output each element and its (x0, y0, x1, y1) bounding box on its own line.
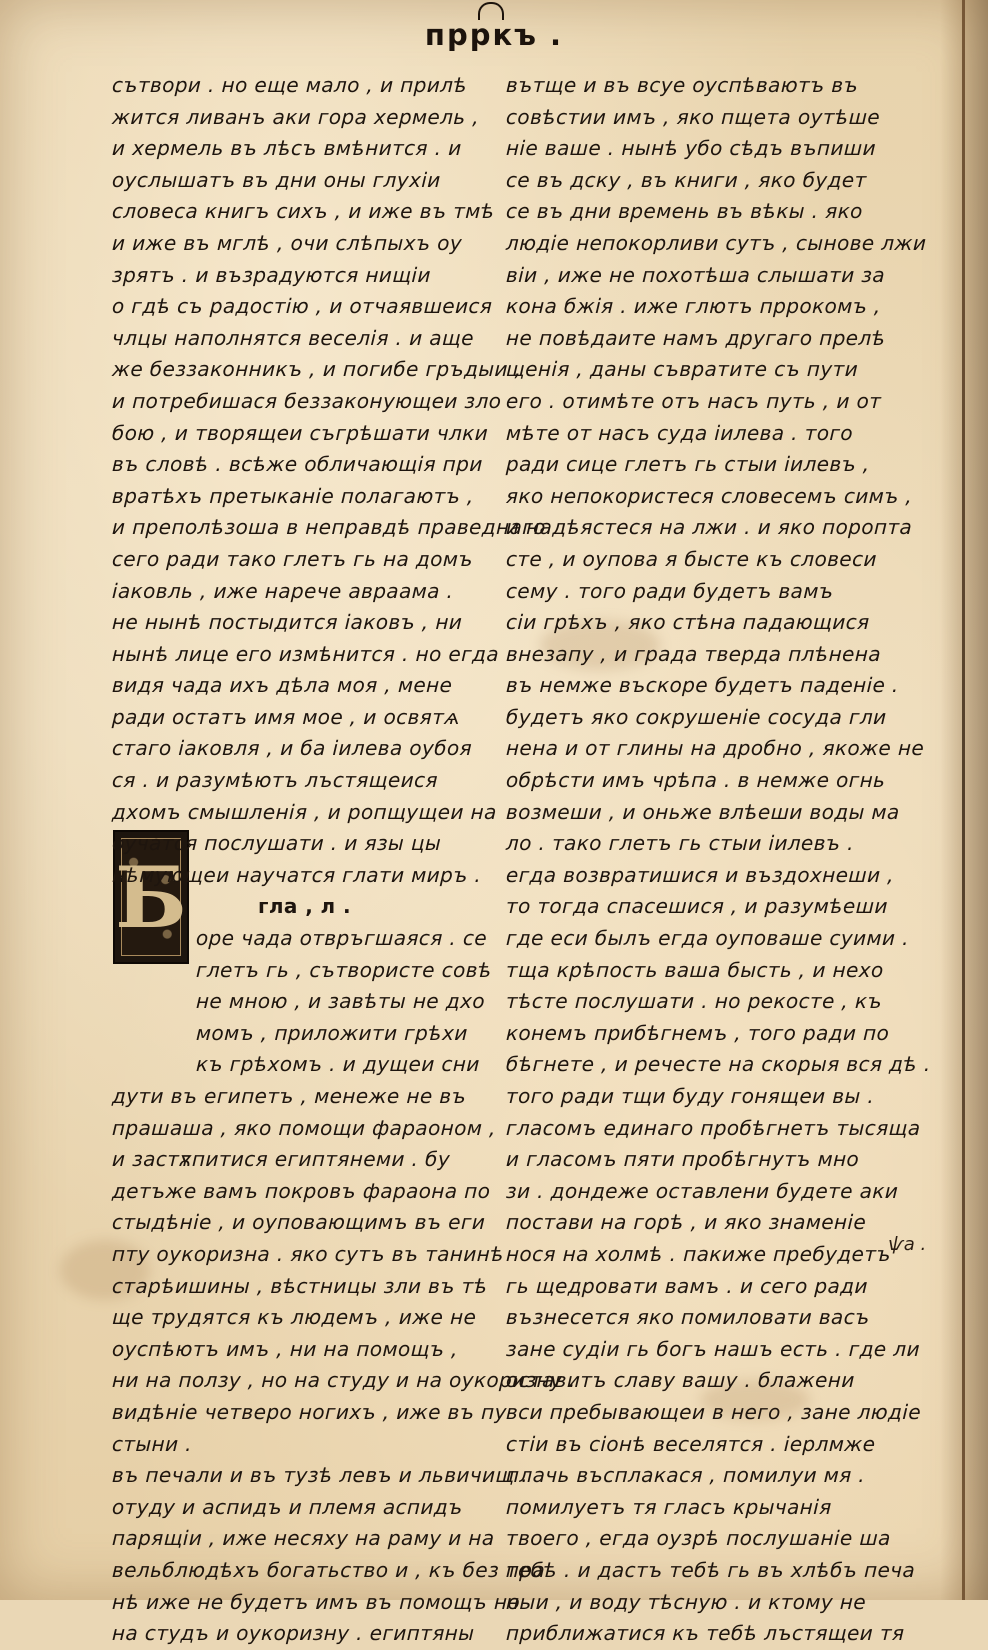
text-line: стіи въ сіонѣ веселятся . іерлмже (505, 1431, 876, 1456)
text-line: нося на холмѣ . пакиже пребудетъ (505, 1241, 892, 1266)
text-line: не повѣдаите намъ другаго прелѣ (505, 325, 886, 350)
text-line: вси пребывающеи в него , зане людіе (505, 1399, 922, 1424)
text-line: вратѣхъ претыканіе полагаютъ , (111, 483, 475, 508)
left-column-text-bottom (111, 1081, 577, 1650)
text-line: тѣсте послушати . но рекосте , къ (505, 989, 883, 1014)
text-line: же беззаконникъ , и погибе гръдыи , (111, 357, 522, 382)
binding-edge (962, 0, 965, 1600)
text-line: возмеши , и оньже влѣеши воды ма (505, 799, 901, 824)
text-line: помилуетъ тя гласъ крычанія (505, 1494, 833, 1519)
text-line: кона бжія . иже глютъ пррокомъ , (505, 294, 882, 319)
text-line: віи , иже не похотѣша слышати за (505, 262, 886, 287)
text-line: оуслышатъ въ дни оны глухіи (111, 167, 442, 192)
text-line: нѣмующеи научатся глати миръ . (111, 862, 482, 887)
page-header: прркъ . (424, 18, 564, 52)
text-line: ради остатъ имя мое , и освятѧ (111, 704, 461, 729)
text-line: приближатися къ тебѣ лъстящеи тя (505, 1621, 905, 1646)
initial-letter: Б (115, 848, 187, 947)
left-column-text-top (111, 70, 547, 891)
text-line: стыни . (111, 1431, 193, 1456)
text-line: детъже вамъ покровъ фараона по (111, 1178, 491, 1203)
text-line: оре чада отвръгшаяся . се (195, 926, 488, 951)
text-line: въ немже въскоре будетъ паденіе . (505, 673, 900, 698)
text-line: прашаша , яко помощи фараоном , (111, 1115, 497, 1140)
text-line: зрятъ . и възрадуются нищіи (111, 262, 432, 287)
text-line: жится ливанъ аки гора хермель , (111, 104, 480, 129)
text-line: ни на ползу , но на студу и на оукоризну . (111, 1368, 577, 1393)
text-line: въ печали и въ тузѣ левъ и львичищ . (111, 1463, 529, 1488)
text-line: не мною , и завѣты не дхо (195, 989, 486, 1014)
text-line: и хермель въ лѣсъ вмѣнится . и (111, 136, 463, 161)
text-line: оставитъ славу вашу . блажени (505, 1368, 856, 1393)
text-line: где еси былъ егда оуповаше суими . (505, 926, 910, 951)
text-line: дути въ египетъ , менеже не въ (111, 1084, 467, 1108)
text-line: плачь въсплакася , помилуи мя . (505, 1463, 866, 1488)
text-line: ніе ваше . нынѣ убо сѣдъ въпиши (505, 136, 877, 161)
text-line: тща крѣпость ваша бысть , и нехо (505, 957, 885, 982)
text-line: дхомъ смышленія , и ропщущеи на (111, 799, 498, 824)
text-line: твоего , егда оузрѣ послушаніе ша (505, 1526, 892, 1551)
text-line: совѣстии имъ , яко пщета оутѣше (505, 104, 881, 129)
text-line: вътще и въ всуе оуспѣваютъ въ (505, 73, 859, 97)
text-line: и преполѣзоша в неправдѣ праведнаго (111, 515, 547, 540)
text-line: то тогда спасешися , и разумѣеши (505, 894, 889, 919)
text-line: и гласомъ пяти пробѣгнутъ мно (505, 1147, 860, 1172)
text-line: видѣніе четверо ногихъ , иже въ пу (111, 1399, 508, 1424)
text-line: обрѣсти имъ чрѣпа . в немже огнь (505, 768, 886, 793)
text-line: сіи грѣхъ , яко стѣна падающися (505, 610, 871, 635)
text-line: нѣ иже не будетъ имъ въ помощъ но (111, 1589, 521, 1614)
text-line: бѣгнете , и речесте на скорыя вся дѣ . (505, 1052, 932, 1077)
text-line: ло . тако глетъ гь стыи іилевъ . (505, 831, 855, 856)
text-line: бою , и творящеи съгрѣшати члки (111, 420, 489, 445)
text-line: постави на горѣ , и яко знаменіе (505, 1210, 867, 1235)
text-line: се въ дску , въ книги , яко будет (505, 167, 868, 192)
text-line: людіе непокорливи сутъ , сынове лжи (505, 230, 927, 255)
text-line: стаго іаковля , и ба іилева оубоя (111, 736, 473, 761)
text-line: нена и от глины на дробно , якоже не (505, 736, 925, 761)
text-line: о гдѣ съ радостію , и отчаявшеися (111, 294, 493, 319)
chapter-heading: гла , л . (258, 894, 351, 919)
left-column-text-initial (112, 923, 497, 1081)
text-line: къ грѣхомъ . и дущеи сни (195, 1052, 481, 1077)
text-line: и застѫпитися египтянеми . бу (111, 1147, 451, 1172)
text-line: его . отимѣте отъ насъ путь , и от (505, 388, 882, 413)
text-line: сего ради тако глетъ гь на домъ (111, 546, 474, 571)
margin-note: ѱа . (888, 1234, 927, 1255)
text-line: конемъ прибѣгнемъ , того ради по (505, 1020, 890, 1045)
text-line: оучатся послушати . и язы цы (111, 831, 442, 856)
text-line: парящіи , иже несяху на раму и на (111, 1526, 495, 1551)
text-line: словеса книгъ сихъ , и иже въ тмѣ (111, 199, 496, 224)
text-line: зи . дондеже оставлени будете аки (505, 1178, 899, 1203)
text-line: въ словѣ . всѣже обличающія при (111, 452, 484, 477)
text-line: не нынѣ постыдится іаковъ , ни (111, 610, 463, 635)
text-line: възнесется яко помиловати васъ (505, 1305, 871, 1330)
text-line: видя чада ихъ дѣла моя , мене (111, 673, 453, 698)
text-line: вельблюдѣхъ богатьство и , къ без пра (111, 1557, 546, 1582)
text-line: члцы наполнятся веселія . и аще (111, 325, 475, 350)
text-line: и иже въ мглѣ , очи слѣпыхъ оу (111, 230, 463, 255)
text-line: мѣте от насъ суда іилева . того (505, 420, 854, 445)
text-line: нынѣ лице его измѣнится . но егда (111, 641, 500, 666)
text-line: и надѣястеся на лжи . и яко поропта (505, 515, 913, 540)
text-line: се въ дни времень въ вѣкы . яко (505, 199, 864, 224)
text-line: зане судіи гь богъ нашъ есть . где ли (505, 1336, 921, 1361)
text-line: оуспѣютъ имъ , ни на помощъ , (111, 1336, 459, 1361)
text-line: на студъ и оукоризну . египтяны (111, 1621, 475, 1646)
text-line: отуду и аспидъ и племя аспидъ (111, 1494, 464, 1519)
text-line: того ради тщи буду гонящеи вы . (505, 1084, 875, 1108)
text-line: ще трудятся къ людемъ , иже не (111, 1305, 477, 1330)
text-line: будетъ яко сокрушеніе сосуда гли (505, 704, 887, 729)
text-line: егда возвратишися и въздохнеши , (505, 862, 895, 887)
text-line: сътвори . но еще мало , и прилѣ (111, 73, 468, 97)
text-line: стыдѣніе , и оуповающимъ въ еги (111, 1210, 486, 1235)
text-line: момъ , приложити грѣхи (195, 1020, 469, 1045)
text-line: яко непокористеся словесемъ симъ , (505, 483, 913, 508)
text-line: ради сице глетъ гь стыи іилевъ , (505, 452, 871, 477)
text-line: тебѣ . и дастъ тебѣ гь въ хлѣбъ печа (505, 1557, 916, 1582)
text-line: сте , и оупова я бысте къ словеси (505, 546, 878, 571)
text-line: старѣишины , вѣстницы зли въ тѣ (111, 1273, 488, 1298)
text-line: щенія , даны съвратите съ пути (505, 357, 859, 382)
text-line: гласомъ единаго пробѣгнетъ тысяща (505, 1115, 921, 1140)
text-line: іаковль , иже нарече авраама . (111, 578, 454, 603)
text-line: и потребишася беззаконующеи зло (111, 388, 502, 413)
left-column (111, 70, 577, 1650)
text-line: ныи , и воду тѣсную . и ктому не (505, 1589, 867, 1614)
text-line: внезапу , и града тверда плѣнена (505, 641, 882, 666)
text-line: пту оукоризна . яко сутъ въ танинѣ (111, 1241, 505, 1266)
text-line: гь щедровати вамъ . и сего ради (505, 1273, 869, 1298)
text-line: ся . и разумѣютъ лъстящеися (111, 768, 439, 793)
text-line: сему . того ради будетъ вамъ (505, 578, 834, 603)
text-line: глетъ гь , сътвористе совѣ (195, 957, 493, 982)
